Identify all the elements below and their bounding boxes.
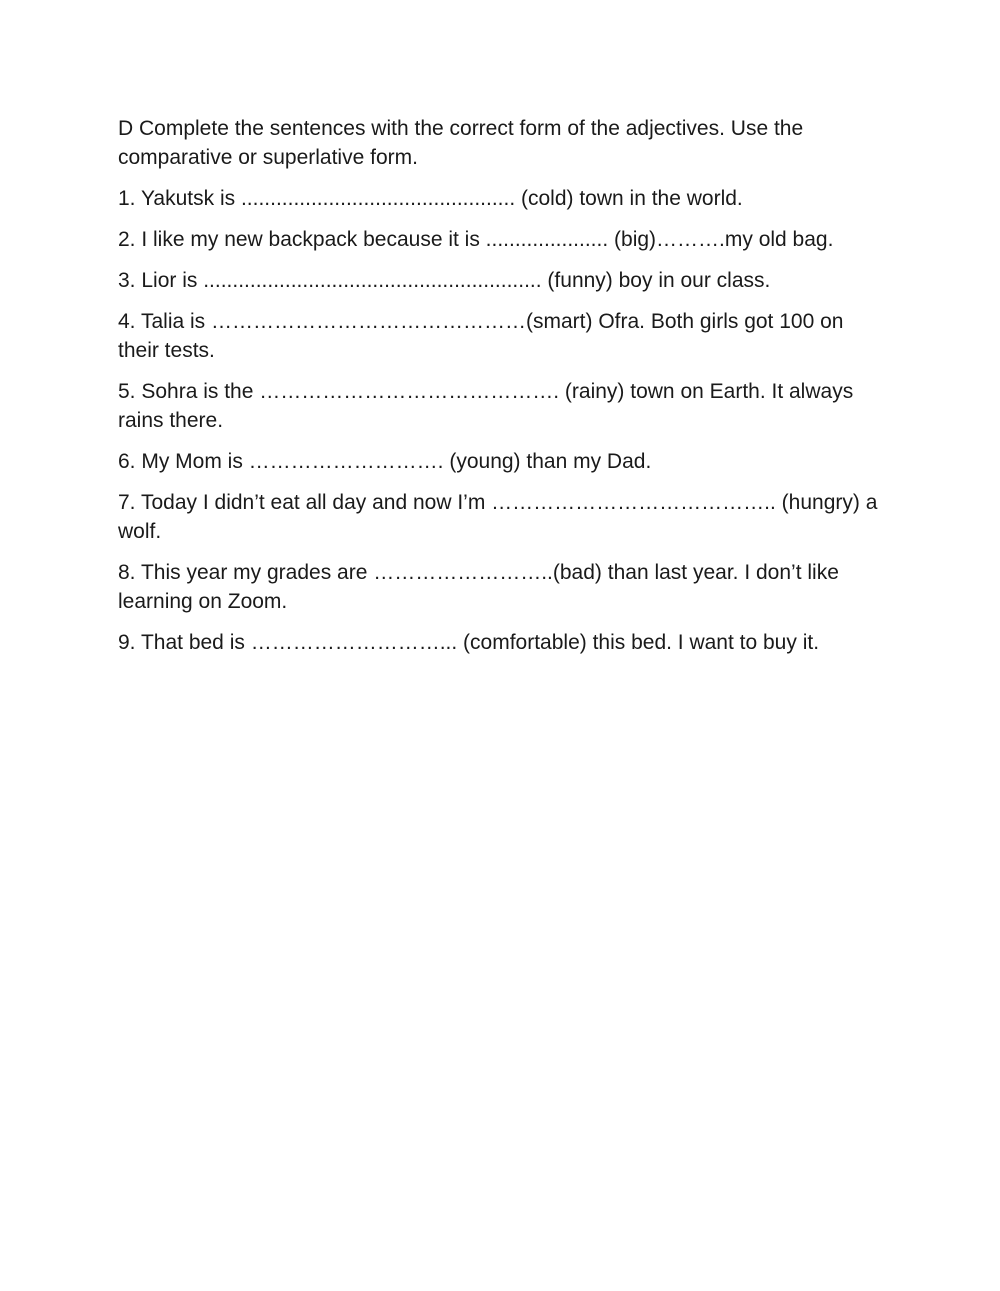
sentence-4: 4. Talia is ………………………………………(smart) Ofra. Both girls got 100 on their tests. [118, 310, 844, 362]
sentence-3: 3. Lior is .......................................................... (funny) boy in our class. [118, 269, 771, 292]
sentence-1: 1. Yakutsk is ............................................... (cold) town in the world. [118, 187, 743, 210]
sentence-6: 6. My Mom is ………………………. (young) than my Dad. [118, 450, 652, 473]
sentence-7: 7. Today I didn’t eat all day and now I’m ………………………………….. (hungry) a wolf. [118, 491, 878, 543]
sentence-5: 5. Sohra is the ……………………………………. (rainy) town on Earth. It always rains there. [118, 380, 854, 432]
sentence-2: 2. I like my new backpack because it is ..................... (big)……….my old bag. [118, 228, 834, 251]
worksheet [118, 114, 888, 669]
sentence-8: 8. This year my grades are ……………………..(bad) than last year. I don’t like learning on Zoom. [118, 561, 839, 613]
instructions: D Complete the sentences with the correct form of the adjectives. Use the comparative or superlative form. [118, 117, 804, 169]
sentence-9: 9. That bed is ………………………... (comfortable) this bed. I want to buy it. [118, 631, 820, 654]
